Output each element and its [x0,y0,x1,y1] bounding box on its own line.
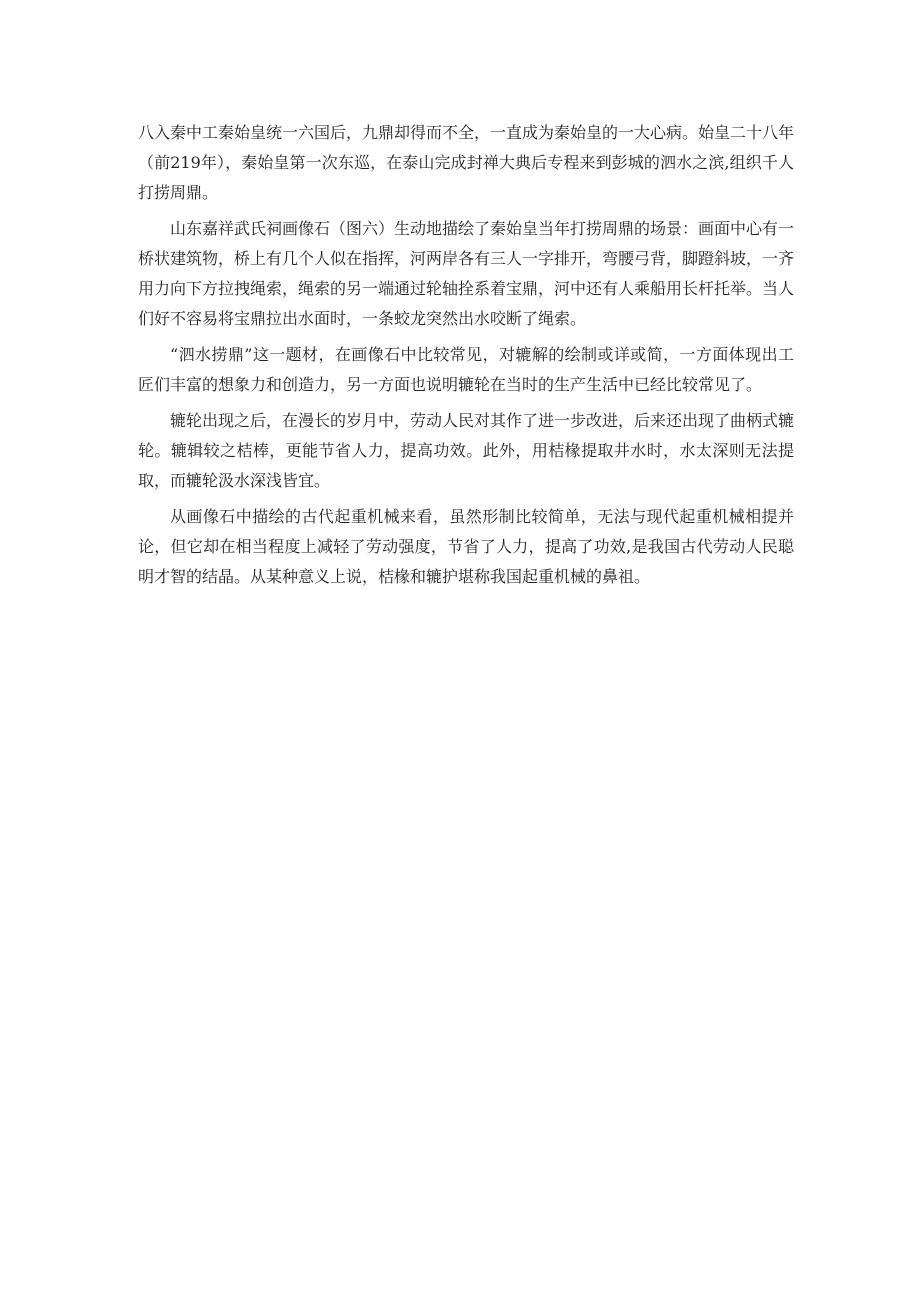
document-body [138,118,794,598]
paragraph-4: 辘轮出现之后，在漫长的岁月中，劳动人民对其作了进一步改进，后来还出现了曲柄式辘轮。辘辑较之桔棒，更能节省人力，提高功效。此外，用桔椽提取井水时，水太深则无法提取，而辘轮汲水深浅皆宜。 [138,411,795,490]
paragraph-3: “泗水捞鼎”这一题材，在画像石中比较常见，对辘解的绘制或详或简，一方面体现出工匠们丰富的想象力和创造力，另一方面也说明辘轮在当时的生产生活中已经比较常见了。 [138,345,794,394]
paragraph-2: 山东嘉祥武氏祠画像石（图六）生动地描绘了秦始皇当年打捞周鼎的场景：画面中心有一桥状建筑物，桥上有几个人似在指挥，河两岸各有三人一字排开，弯腰弓背，脚蹬斜坡，一齐用力向下方拉拽绳索，绳索的另一端通过轮轴拴系着宝鼎，河中还有人乘船用长杆托举。当人们好不容易将宝鼎拉出水面时，一条蛟龙突然出水咬断了绳索。 [138,219,795,328]
paragraph-5: 从画像石中描绘的古代起重机械来看，虽然形制比较简单，无法与现代起重机械相提并论，但它却在相当程度上减轻了劳动强度，节省了人力，提高了功效,是我国古代劳动人民聪明才智的结晶。从某种意义上说，桔椽和辘护堪称我国起重机械的鼻祖。 [138,507,794,586]
paragraph-1: 八入秦中工秦始皇统一六国后，九鼎却得而不全，一直成为秦始皇的一大心病。始皇二十八年（前219年），秦始皇第一次东巡，在泰山完成封禅大典后专程来到彭城的泗水之滨,组织千人打捞周鼎。 [138,123,795,202]
